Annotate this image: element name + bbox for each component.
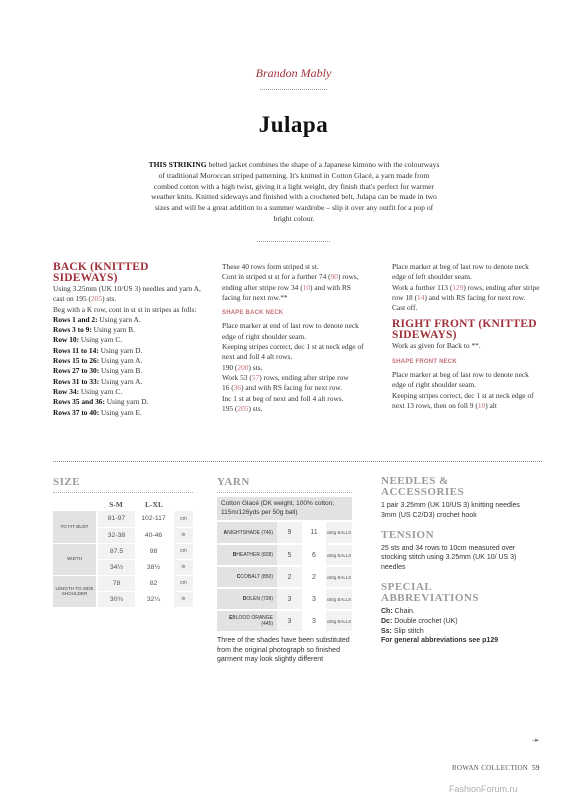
size-table bbox=[53, 497, 193, 608]
instruction: Keeping stripes correct, dec 1 st at neck edge of next and foll 4 alt rows. bbox=[222, 342, 364, 362]
table-row bbox=[217, 610, 352, 632]
instruction: 190 (200) sts. bbox=[222, 362, 263, 372]
table-cell: 81-97 bbox=[97, 511, 135, 527]
table-cell: 2 bbox=[277, 566, 302, 588]
cast-on-instruction: Using 3.25mm (UK 10/US 3) needles and yarn A, cast on 195 (205) sts. bbox=[53, 284, 201, 304]
stripe-row: Rows 15 to 26: Using yarn A. bbox=[53, 356, 143, 366]
stripe-row: Rows 1 and 2: Using yarn A. bbox=[53, 314, 141, 324]
tension-heading: TENSION bbox=[381, 528, 435, 541]
instruction: Inc 1 st at beg of next and foll 4 alt rows. bbox=[222, 393, 344, 403]
table-cell: 32-38 bbox=[97, 527, 135, 543]
column-right-front bbox=[392, 262, 542, 411]
table-cell: 3 bbox=[277, 610, 302, 632]
intro-paragraph bbox=[146, 160, 442, 225]
yarn-rule bbox=[217, 492, 352, 493]
table-cell: 3 bbox=[302, 588, 326, 610]
table-cell: 2 bbox=[302, 566, 326, 588]
stripe-row: Row 10: Using yarn C. bbox=[53, 335, 123, 345]
yarn-box bbox=[217, 477, 352, 665]
size-col-sm: S-M bbox=[109, 499, 123, 509]
size-col-lxl: L-XL bbox=[145, 499, 163, 509]
instruction: Place marker at beg of last row to denote neck edge of left shoulder seam. bbox=[392, 262, 529, 282]
table-cell: 3 bbox=[277, 588, 302, 610]
stripe-intro: Beg with a K row, cont in st st in stripes as folls: bbox=[53, 304, 197, 314]
instruction: Cast off. bbox=[392, 303, 418, 313]
subheading-back-neck: SHAPE BACK NECK bbox=[222, 310, 284, 317]
shade-cell: EBLOOD ORANGE (445) bbox=[217, 610, 277, 632]
table-cell: 102-117 bbox=[135, 511, 173, 527]
size-heading: SIZE bbox=[53, 476, 81, 488]
column-back-cont bbox=[222, 262, 370, 414]
table-row bbox=[217, 522, 352, 544]
table-cell: 34½ bbox=[97, 559, 135, 575]
balls-cell: x50g BALLS bbox=[326, 588, 352, 610]
subheading-front-neck: SHAPE FRONT NECK bbox=[392, 358, 457, 365]
watermark: FashionForum.ru bbox=[449, 784, 518, 794]
continue-arrow-icon: ➛ bbox=[532, 736, 540, 746]
table-row bbox=[217, 566, 352, 588]
table-cell: 82 bbox=[135, 575, 173, 591]
needles-heading: NEEDLES & ACCESSORIES bbox=[381, 475, 465, 498]
abbreviation-item: Dc: Double crochet (UK) bbox=[381, 617, 458, 625]
unit-cell: in bbox=[173, 559, 193, 575]
needles-line: 1 pair 3.25mm (UK 10/US 3) knitting needles bbox=[381, 502, 520, 509]
stripe-row: Row 34: Using yarn C. bbox=[53, 386, 123, 396]
table-row bbox=[217, 544, 352, 566]
instruction: Place marker at beg of last row to denote neck edge of right shoulder seam. bbox=[392, 370, 529, 390]
yarn-heading: YARN bbox=[217, 476, 250, 488]
size-row-label: WIDTH bbox=[53, 543, 97, 575]
shade-cell: CCOBALT (850) bbox=[217, 566, 277, 588]
balls-cell: x50g BALLS bbox=[326, 566, 352, 588]
stripe-row: Rows 3 to 9: Using yarn B. bbox=[53, 325, 135, 335]
stripe-row: Rows 35 and 36: Using yarn D. bbox=[53, 397, 149, 407]
intro-text: belted jacket combines the shape of a Japanese kimono with the colourways of traditional Moroccan striped patterning. It's knitted in Cotton Glacé, a yarn made from combed cotton with a high twist, giving it a light weight, dry finish that's perfect for warmer weather knits. Knitted sideways and finished with a crocheted belt, Julapa can be made in two sizes and will be a great addition to a summer wardrobe – slip it over any outfit for a pop of bright colour. bbox=[151, 160, 440, 223]
collection-name: ROWAN COLLECTION bbox=[452, 764, 529, 772]
stripe-row: Rows 11 to 14: Using yarn D. bbox=[53, 345, 143, 355]
stripe-row: Rows 27 to 30: Using yarn B. bbox=[53, 366, 143, 376]
instruction: These 40 rows form striped st st. bbox=[222, 262, 319, 271]
general-abbreviations-ref: For general abbreviations see p129 bbox=[381, 637, 499, 645]
shade-cell: BHEATHER (828) bbox=[217, 544, 277, 566]
size-header-row bbox=[53, 497, 193, 511]
instruction: 195 (205) sts. bbox=[222, 403, 263, 413]
unit-cell: in bbox=[173, 527, 193, 543]
instruction: 16 (36) and with RS facing for next row. bbox=[222, 383, 343, 393]
table-row bbox=[217, 588, 352, 610]
balls-cell: x50g BALLS bbox=[326, 522, 352, 544]
unit-cell: cm bbox=[173, 543, 193, 559]
table-cell: 3 bbox=[302, 610, 326, 632]
table-cell: 9 bbox=[277, 522, 302, 544]
needles-box bbox=[381, 476, 531, 646]
table-cell: 5 bbox=[277, 544, 302, 566]
yarn-spec: Cotton Glacé (DK weight, 100% cotton; 115m/126yds per 50g ball) bbox=[217, 497, 352, 520]
abbreviation-item: Ch: Chain. bbox=[381, 607, 415, 615]
designer-divider bbox=[260, 89, 327, 90]
size-box bbox=[53, 477, 193, 608]
intro-divider bbox=[257, 241, 330, 242]
table-cell: 11 bbox=[302, 522, 326, 544]
table-cell: 6 bbox=[302, 544, 326, 566]
designer-name: Brandon Mably bbox=[255, 66, 332, 80]
table-cell: 32¼ bbox=[135, 591, 173, 607]
section-divider bbox=[53, 461, 542, 462]
stripe-row: Rows 31 to 33: Using yarn A. bbox=[53, 376, 143, 386]
table-cell: 40-46 bbox=[135, 527, 173, 543]
intro-lead: THIS STRIKING bbox=[148, 160, 207, 169]
table-row bbox=[53, 575, 193, 591]
instruction: Work a further 113 (129) rows, ending after stripe row 18 (14) and with RS facing for next row. bbox=[392, 282, 540, 302]
stripe-row: Rows 37 to 40: Using yarn E. bbox=[53, 407, 142, 417]
abbreviation-item: Ss: Slip stitch bbox=[381, 627, 424, 635]
heading-back: BACK (KNITTED SIDEWAYS) bbox=[53, 261, 149, 284]
instruction: Cont in striped st st for a further 74 (90) rows, ending after stripe row 34 (10) and with RS facing for next row.** bbox=[222, 272, 359, 302]
size-rule bbox=[53, 492, 193, 493]
hook-line: 3mm (US C2/D3) crochet hook bbox=[381, 511, 477, 519]
instruction: Place marker at end of last row to denote neck edge of right shoulder seam. bbox=[222, 321, 359, 341]
table-cell: 78 bbox=[97, 575, 135, 591]
table-cell: 38½ bbox=[135, 559, 173, 575]
heading-right-front: RIGHT FRONT (KNITTED SIDEWAYS) bbox=[392, 318, 537, 341]
column-back bbox=[53, 262, 211, 418]
abbreviations-heading: SPECIAL ABBREVIATIONS bbox=[381, 580, 479, 604]
yarn-table bbox=[217, 522, 352, 633]
unit-cell: in bbox=[173, 591, 193, 607]
balls-cell: x50g BALLS bbox=[326, 544, 352, 566]
shade-cell: DOLEN (739) bbox=[217, 588, 277, 610]
unit-cell: cm bbox=[173, 575, 193, 591]
yarn-note: Three of the shades have been substituted from the original photograph so finished garment may look slightly different bbox=[217, 637, 350, 664]
table-cell: 98 bbox=[135, 543, 173, 559]
instruction: Keeping stripes correct, dec 1 st at neck edge of next 13 rows, then on foll 9 (10) alt bbox=[392, 390, 534, 410]
size-row-label: LENGTH TO SIDE SHOULDER bbox=[53, 575, 97, 607]
pattern-title: Julapa bbox=[258, 112, 329, 137]
shade-cell: ANIGHTSHADE (746) bbox=[217, 522, 277, 544]
table-cell: 87.5 bbox=[97, 543, 135, 559]
size-row-label: TO FIT BUST bbox=[53, 511, 97, 543]
page-footer bbox=[452, 764, 540, 772]
instruction: Work 53 (57) rows, ending after stripe row bbox=[222, 372, 349, 382]
table-cell: 30¾ bbox=[97, 591, 135, 607]
table-row bbox=[53, 543, 193, 559]
unit-cell: cm bbox=[173, 511, 193, 527]
balls-cell: x50g BALLS bbox=[326, 610, 352, 632]
instruction: Work as given for Back to **. bbox=[392, 341, 481, 351]
table-row bbox=[53, 511, 193, 527]
page-number: 59 bbox=[532, 764, 540, 772]
tension-text: 25 sts and 34 rows to 10cm measured over stocking stitch using 3.25mm (UK 10/ US 3) needles bbox=[381, 544, 517, 572]
